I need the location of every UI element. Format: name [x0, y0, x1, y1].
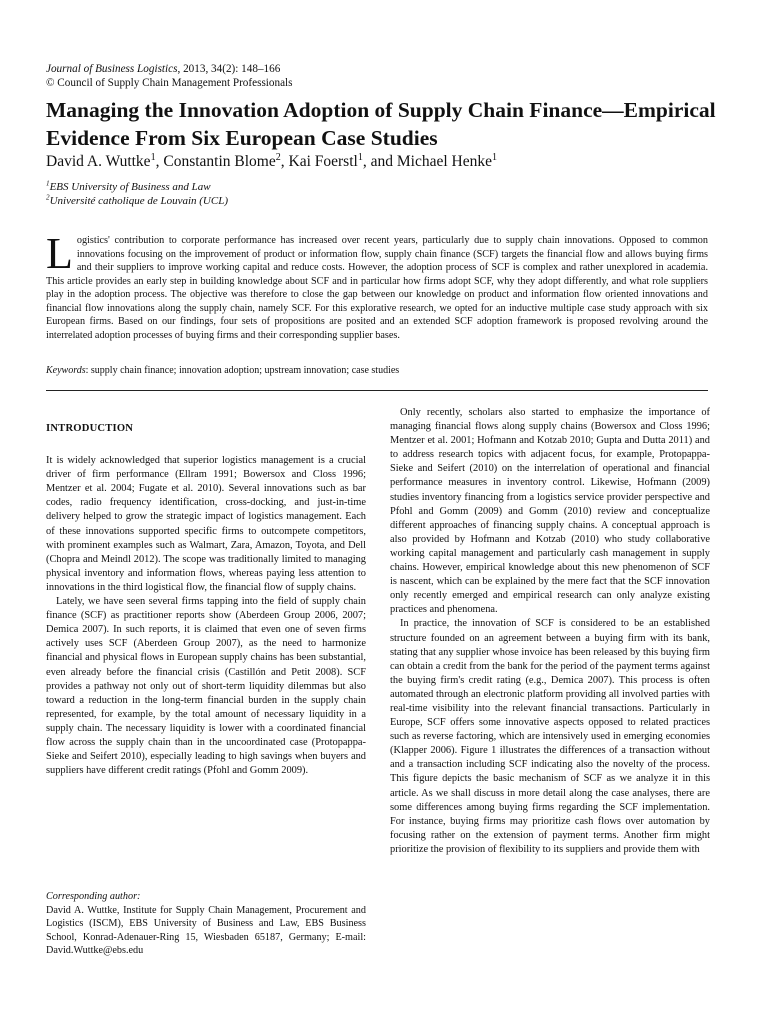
journal-volume: , 2013, 34(2): 148–166 — [177, 63, 281, 75]
affiliation-marker: 1 — [492, 151, 498, 163]
section-divider — [46, 390, 708, 391]
copyright-line: © Council of Supply Chain Management Professionals — [46, 77, 293, 89]
paper-title: Managing the Innovation Adoption of Supply Chain Finance—Empirical Evidence From Six European Case Studies — [46, 98, 716, 150]
affiliation-marker: 1 — [150, 151, 156, 163]
corresponding-label: Corresponding author: — [46, 891, 141, 902]
corresponding-text: David A. Wuttke, Institute for Supply Chain Management, Procurement and Logistics (ISCM), EBS University of Business and Law, EBS Business School, Konrad-Adenauer-Ring 15, Wiesbaden 65187, Germany; E-mail: David.Wuttke@ebs.edu — [46, 904, 366, 957]
left-column — [46, 422, 366, 778]
corresponding-author — [46, 890, 366, 958]
author-name: David A. Wuttke — [46, 153, 151, 170]
keywords-text: : supply chain finance; innovation adoption; upstream innovation; case studies — [85, 365, 400, 376]
keywords — [46, 364, 399, 377]
affiliation-marker: 1 — [357, 151, 363, 163]
drop-cap: L — [46, 229, 73, 278]
paragraph: Only recently, scholars also started to emphasize the importance of managing financial flows along supply chains (Bowersox and Closs 1996; Mentzer et al. 2001; Hofmann and Kotzab 2010; Gupta and Dutta 2011) and to address research topics with adjacent focus, for example, Protopappa-Sieke and Seifert (2010) on the interrelation of operational and financial performance measures in inventory control. Likewise, Hofmann (2009) studies inventory financing from a logistics service provider perspective and Pfohl and Gomm (2009) and Gomm (2010) review and conceptualize different approaches of financing supply chains. A conceptual approach is also provided by Hofmann and Kotzab (2010) who study collaborative working capital management and particularly cash management in supply chains. However, empirical knowledge about this new phenomenon of SCF is nascent, which can be explained by the mere fact that the SCF innovation only recently emerged and empirical research can only analyze existing practices and phenomena. — [390, 407, 710, 616]
right-column — [390, 406, 710, 857]
affiliation-marker: 2 — [275, 151, 281, 163]
keywords-label: Keywords — [46, 365, 86, 376]
author-list: David A. Wuttke$^1$, Constantin Blome$^2$, Kai Foerstl$^1$, and Michael Henke$^1$ — [46, 151, 498, 170]
paragraph: In practice, the innovation of SCF is considered to be an established structure founded on an agreement between a buying firm with its bank, stating that any supplier whose invoice has been released by this buying firm can obtain a credit from the bank for the period of the payment terms against the buying firm's credit rating (e.g., Demica 2007). This process is often automated through an electronic platform providing all involved parties with real-time visibility into the relevant financial transactions. Particularly in Europe, SCF offers some innovative aspects opposed to related practices such as reverse factoring, which are intensively used in emerging economies (Klapper 2006). Figure 1 illustrates the differences of a transaction without and a transaction including SCF indicating also the novelty of the process. This figure depicts the basic mechanism of SCF as we analyze it in this article. As we shall discuss in more detail along the case analyses, there are some differences among buying firms regarding the SCF implementation. For instance, buying firms may prioritize cash flows over automation by focusing rather on the extension of payment terms. Another firm might prioritize the provision of flexibility to its suppliers and provide them with — [390, 618, 710, 855]
affiliations — [46, 180, 228, 208]
author-name: Michael Henke — [396, 153, 492, 170]
author-name: Kai Foerstl — [288, 153, 358, 170]
affiliation-line: $^1$EBS University of Business and Law — [46, 179, 211, 193]
paragraph: Lately, we have seen several firms tapping into the field of supply chain finance (SCF) as practitioner reports show (Aberdeen Group 2006, 2007; Demica 2007). In such reports, it is claimed that even one of seven firms actively uses SCF (Aberdeen Group 2007), as the need to harmonize financial and physical flows in European supply chains has been substantial, even already before the financial crisis (Castillón and Petit 2008). SCF provides a pathway not only out of short-term liquidity dilemmas but also toward a reduction in the long-term financial burden in the supply chain represented, for example, by the total amount of necessary liquidity in a supply chain. The necessary liquidity is lower with a coordinated financial flow across the supply chain than in the uncoordinated case (Protopappa-Sieke and Seifert 2010), especially leading to high savings when buyers and suppliers have different credit ratings (Pfohl and Gomm 2009). — [46, 596, 366, 777]
abstract-text: ogistics' contribution to corporate performance has increased over recent years, particularly due to supply chain innovations. Opposed to common innovations focusing on the improvement of product or information flow, supply chain finance (SCF) targets the financial flow and allows buying firms and their suppliers to improve working capital and reduce costs. However, the adoption process of SCF is complex and rather unexplored in academia. This article provides an early step in building knowledge about SCF and in particular how firms adopt SCF, why they adopt differently, and what role suppliers play in the adoption process. The objective was therefore to close the gap between our knowledge on product and information flow oriented innovations and financial flow innovations along the supply chain, namely SCF. For this explorative research, we opted for an inductive multiple case study approach with six European firms. Based on our findings, four sets of propositions are posited and an extended SCF adoption framework is proposed revolving around the interrelated adoption processes of buying firms and their corresponding supplier bases. — [46, 235, 708, 341]
journal-name: Journal of Business Logistics — [46, 63, 178, 75]
affiliation-line: $^2$Université catholique de Louvain (UCL) — [46, 193, 228, 207]
author-name: Constantin Blome — [163, 153, 276, 170]
journal-citation — [46, 62, 293, 90]
abstract — [46, 229, 708, 342]
section-heading: INTRODUCTION — [46, 423, 134, 434]
paragraph: It is widely acknowledged that superior logistics management is a crucial driver of firm performance (Ellram 1991; Bowersox and Closs 1996; Mentzer et al. 2004; Fugate et al. 2010). Several innovations such as bar codes, radio frequency identification, cross-docking, and just-in-time delivery helped to grow the strategic impact of logistics management. Each of these innovations supported specific firms to outcompete competitors, with prominent examples such as Walmart, Zara, Amazon, Toyota, and Dell (Chopra and Meindl 2012). The scope was traditionally limited to managing physical inventory and information flows, whereas paying less attention to innovations in the third logistical flow, the financial flow of supply chains. — [46, 455, 366, 593]
